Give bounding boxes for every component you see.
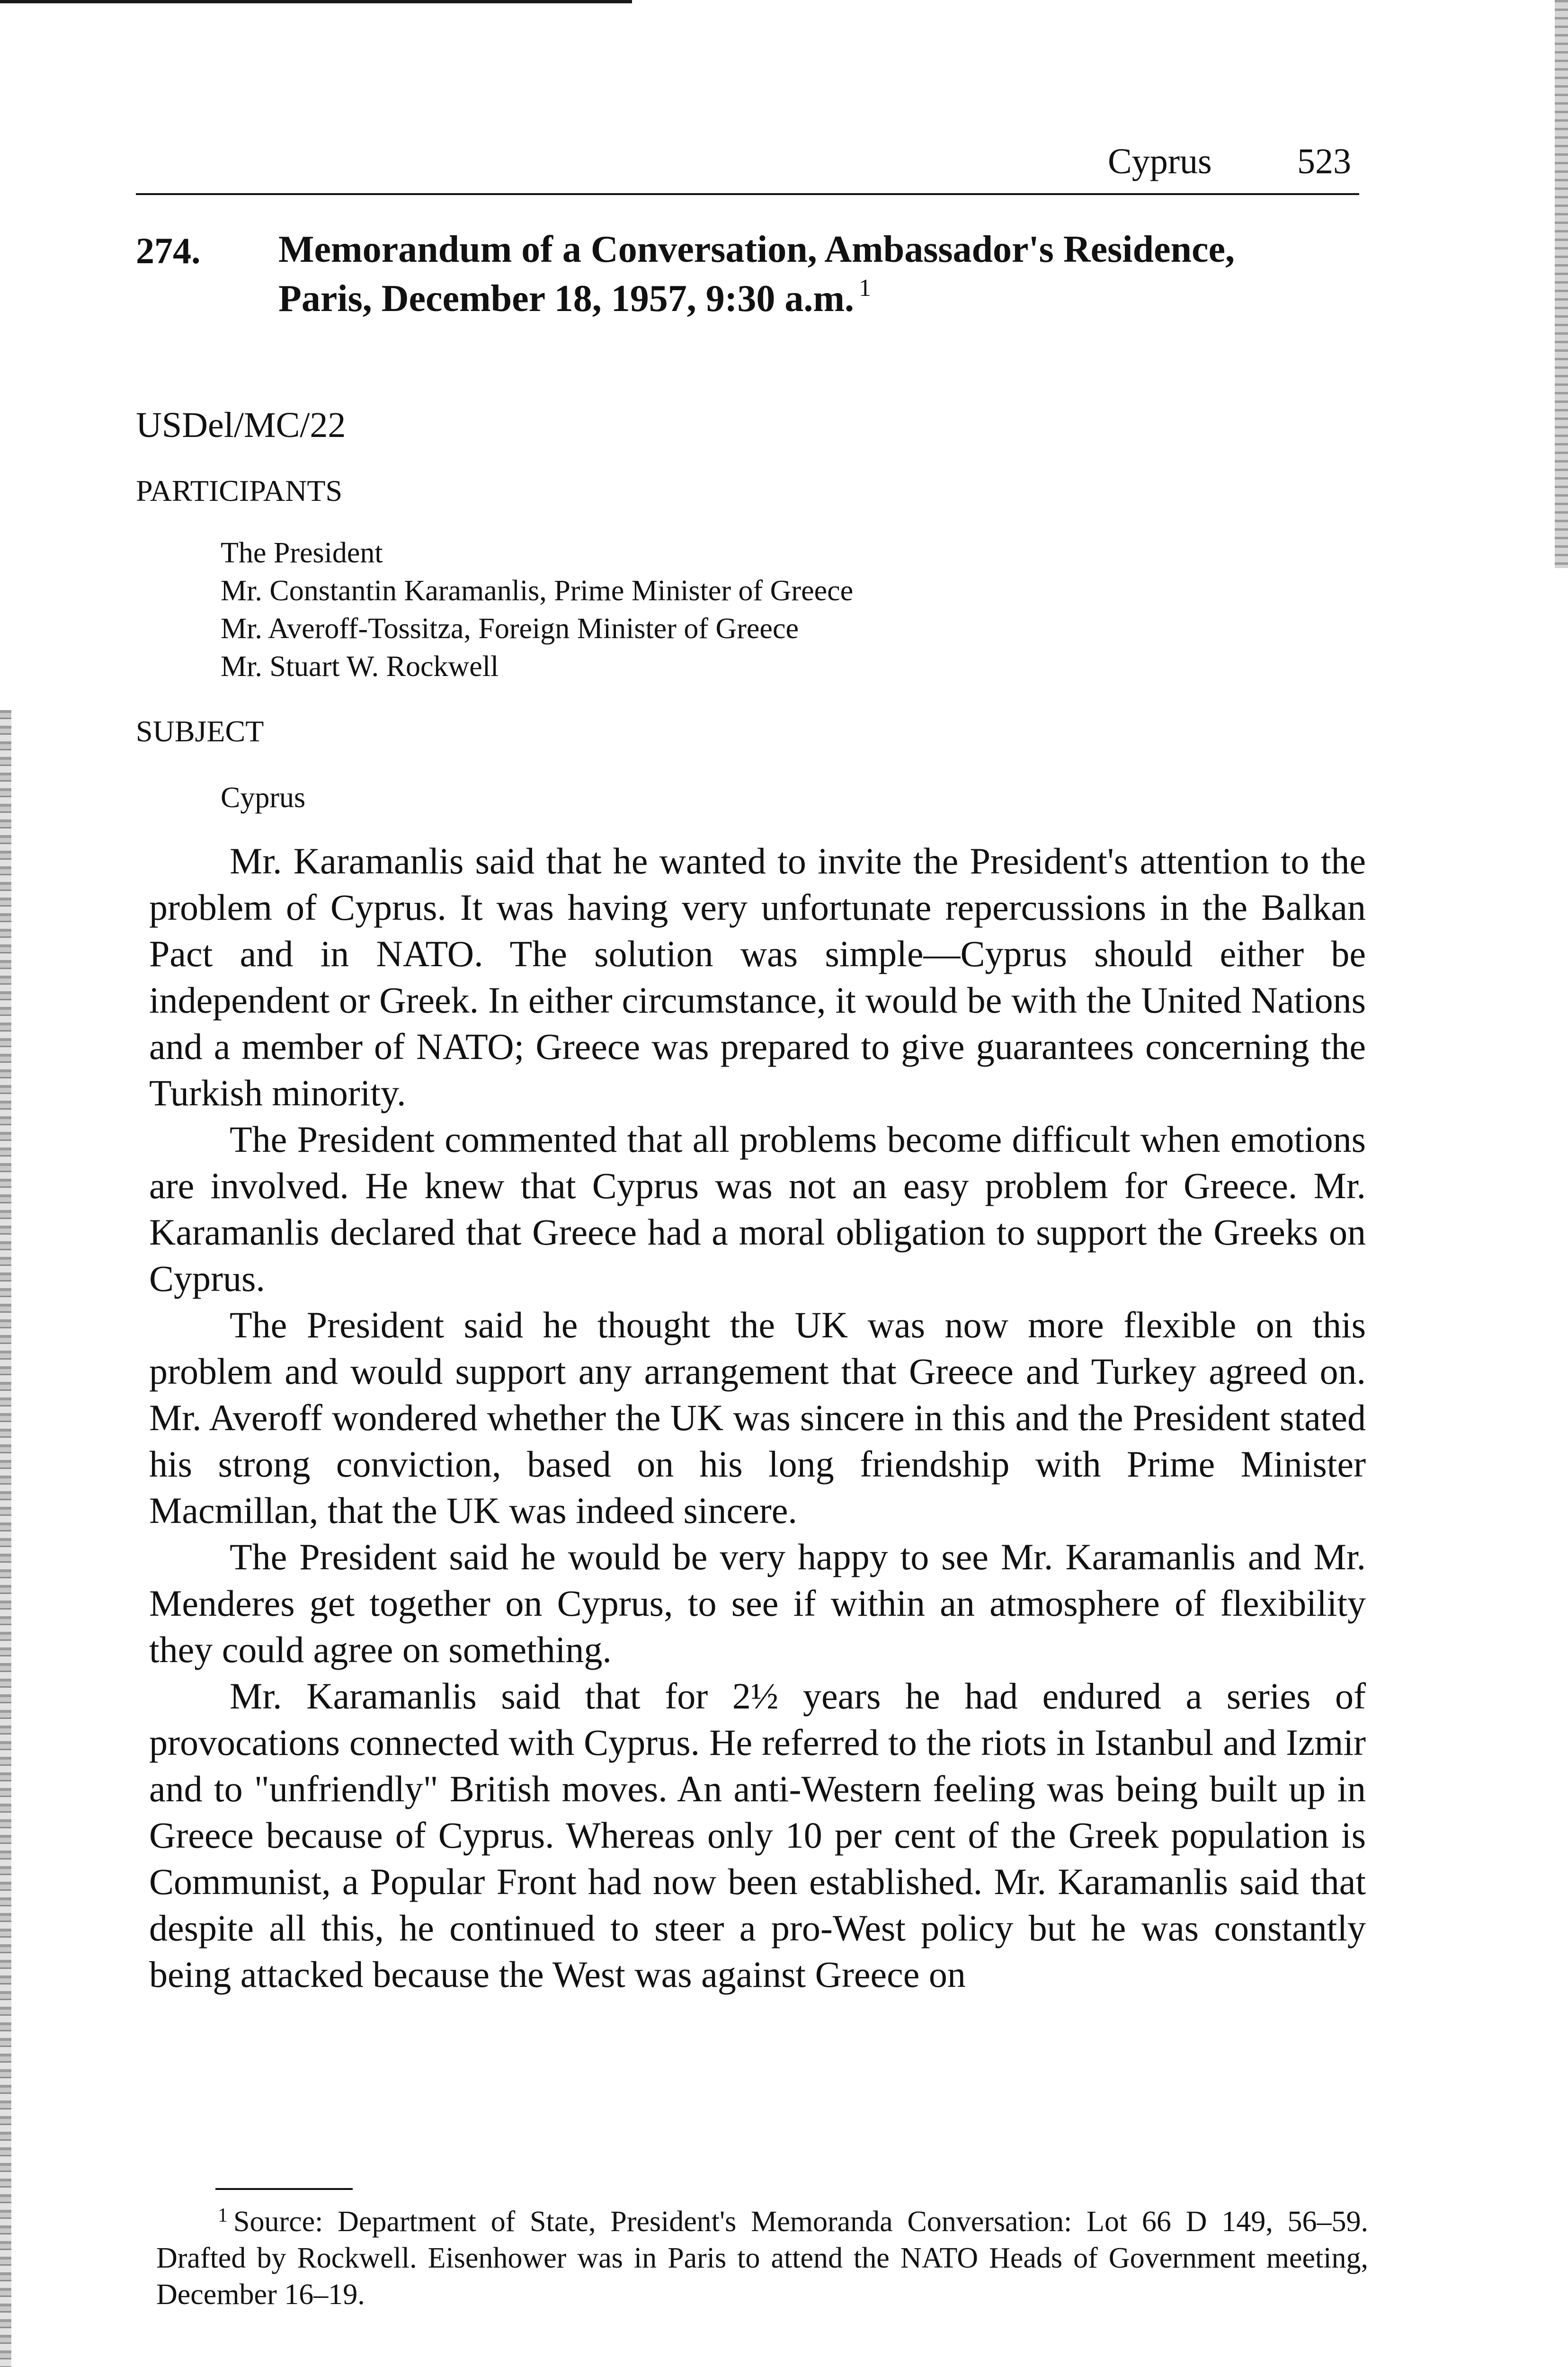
scan-right-edge [1555,0,1568,568]
footnote-rule [215,2188,353,2190]
participant: The President [221,537,383,569]
memorandum-body [149,838,1366,1998]
footnote-text: Source: Department of State, President's Memoranda Conversation: Lot 66 D 149, 56–59. Drafted by Rockwell. Eisenhower was in Paris to attend the NATO Heads of Government meeting, December 16–19. [156,2206,1368,2311]
footnote-mark: 1 [218,2205,228,2226]
page-top-edge-line [0,0,632,3]
body-paragraph: The President said he would be very happy to see Mr. Karamanlis and Mr. Menderes get together on Cyprus, to see if within an atmosphere of flexibility they could agree on something. [149,1536,1366,1670]
page-number: 523 [1297,142,1351,181]
running-head [1108,137,1359,189]
document-number: 274. [136,230,201,271]
footnote-reference[interactable]: 1 [859,275,872,302]
participants-list [221,534,853,685]
participant: Mr. Constantin Karamanlis, Prime Minister of Greece [221,575,854,607]
document-title-text: Memorandum of a Conversation, Ambassador's Residence, Paris, December 18, 1957, 9:30 a.m. [278,229,1235,320]
participants-label: PARTICIPANTS [136,474,343,507]
footnote [156,2204,1368,2313]
participant: Mr. Stuart W. Rockwell [221,650,499,683]
document-title [278,225,1273,323]
subject-label: SUBJECT [136,714,264,748]
participant: Mr. Averoff-Tossitza, Foreign Minister of Greece [221,613,799,645]
body-paragraph: The President commented that all problems become difficult when emotions are involved. He knew that Cyprus was not an easy problem for Greece. Mr. Karamanlis declared that Greece had a moral obligation to support the Greeks on Cyprus. [149,1119,1366,1299]
body-paragraph: The President said he thought the UK was now more flexible on this problem and would support any arrangement that Greece and Turkey agreed on. Mr. Averoff wondered whether the UK was sincere in this and the President stated his strong conviction, based on his long friendship with Prime Minister Macmillan, that the UK was indeed sincere. [149,1304,1366,1531]
body-paragraph: Mr. Karamanlis said that he wanted to invite the President's attention to the problem of Cyprus. It was having very unfortunate repercussions in the Balkan Pact and in NATO. The solution was simple—Cyprus should either be independent or Greek. In either circumstance, it would be with the United Nations and a member of NATO; Greece was prepared to give guarantees concerning the Turkish minority. [149,840,1366,1113]
document-identifier: USDel/MC/22 [136,405,346,445]
scan-left-edge [0,710,11,2367]
subject-value: Cyprus [221,782,306,814]
running-head-section: Cyprus [1108,142,1212,181]
running-head-rule [136,193,1359,195]
body-paragraph: Mr. Karamanlis said that for 2½ years he had endured a series of provocations connected with Cyprus. He referred to the riots in Istanbul and Izmir and to "unfriendly" British moves. An anti-Western feeling was being built up in Greece because of Cyprus. Whereas only 10 per cent of the Greek population is Communist, a Popular Front had now been established. Mr. Karamanlis said that despite all this, he continued to steer a pro-West policy but he was constantly being attacked because the West was against Greece on [149,1675,1366,1995]
